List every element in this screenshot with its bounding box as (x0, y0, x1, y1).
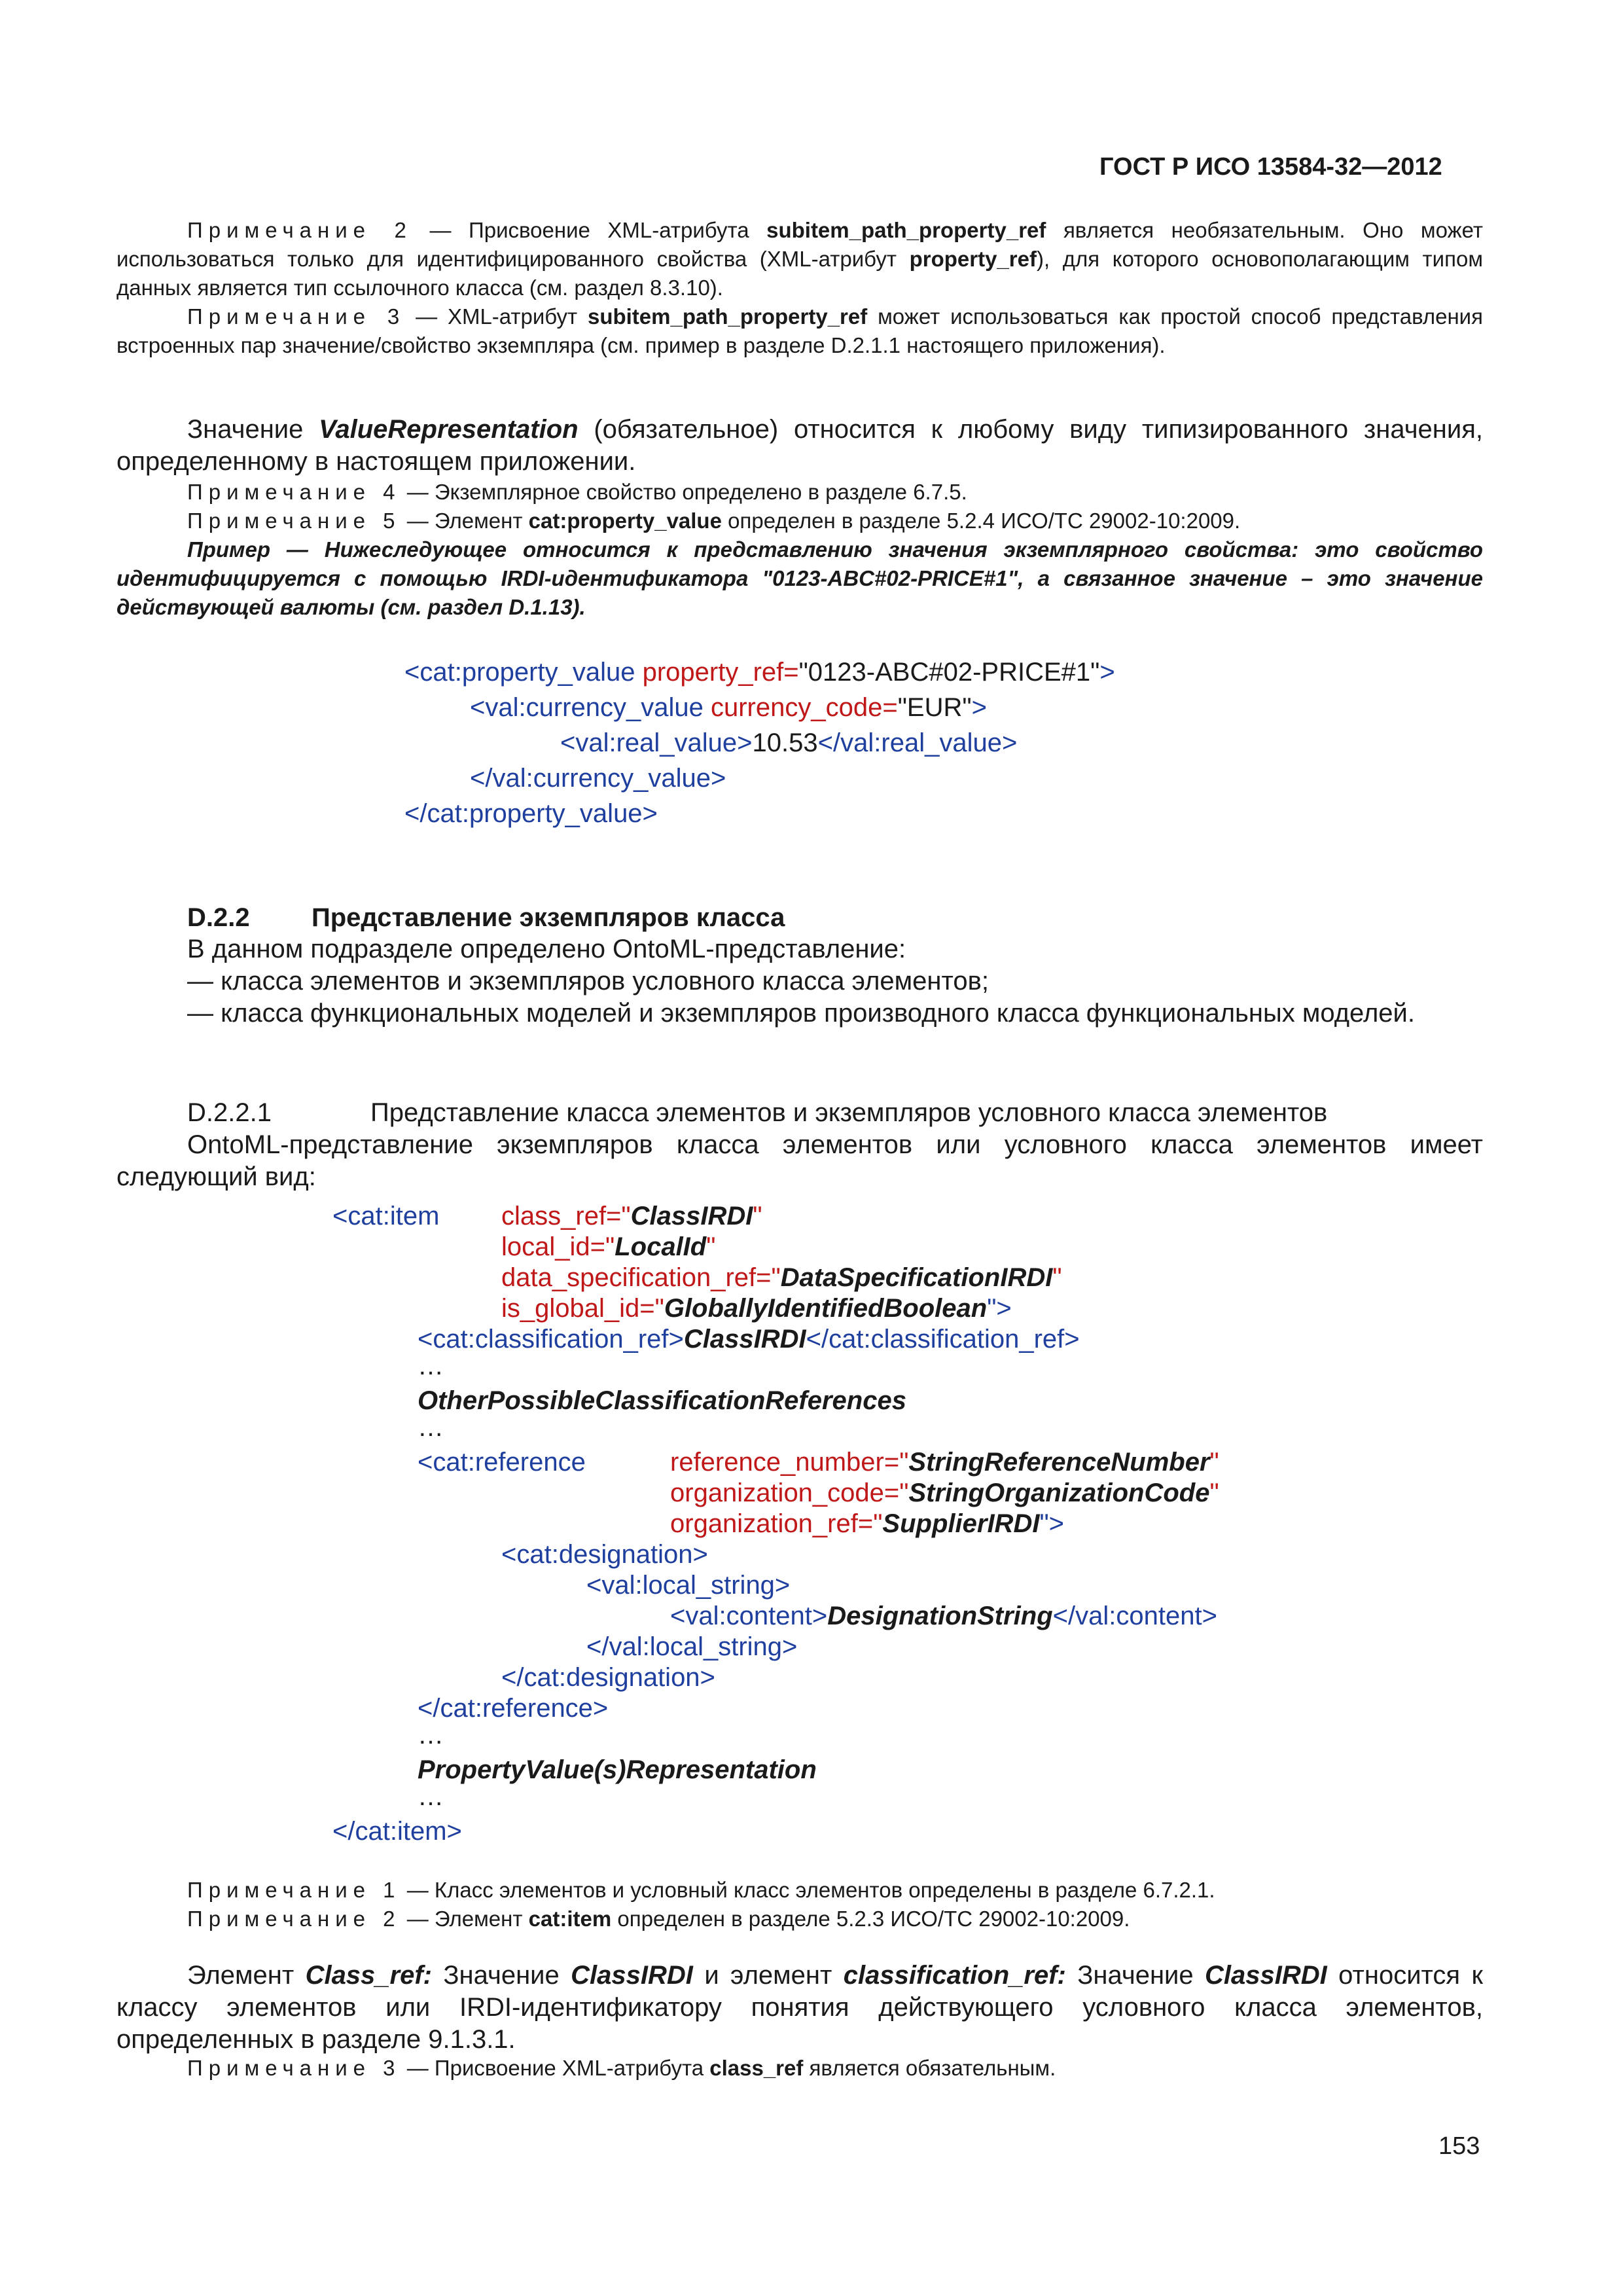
code-line: organization_code="StringOrganizationCode" (670, 1479, 1219, 1507)
note-label: Примечание 3 (187, 304, 406, 329)
code-line: </val:local_string> (586, 1632, 798, 1661)
code-line: <cat:item (332, 1202, 440, 1230)
note-2-bottom: Примечание 2 — Элемент cat:item определен в разделе 5.2.3 ИСО/ТС 29002-10:2009. (187, 1907, 1130, 1931)
code-line: is_global_id="GloballyIdentifiedBoolean"> (501, 1294, 1012, 1323)
code-line: <cat:designation> (501, 1540, 708, 1569)
code-line: organization_ref="SupplierIRDI"> (670, 1509, 1065, 1538)
code-line: reference_number="StringReferenceNumber" (670, 1448, 1219, 1477)
code-line: OtherPossibleClassificationReferences (418, 1386, 906, 1415)
code-ellipsis: … (418, 1352, 444, 1380)
paragraph-value-representation: Значение ValueRepresentation (обязательное) относится к любому виду типизированного значения, определенному в настоящем приложении. (116, 415, 1483, 476)
code-line: PropertyValue(s)Representation (418, 1755, 817, 1784)
code-line: data_specification_ref="DataSpecificationIRDI" (501, 1263, 1062, 1292)
code-line: class_ref="ClassIRDI" (501, 1202, 762, 1230)
note-5: Примечание 5 — Элемент cat:property_value определен в разделе 5.2.4 ИСО/ТС 29002-10:2009. (187, 509, 1241, 533)
list-item: — класса элементов и экземпляров условного класса элементов; (187, 967, 989, 996)
code-line: </cat:property_value> (404, 799, 658, 828)
note-3-bottom: Примечание 3 — Присвоение XML-атрибута class_ref является обязательным. (187, 2056, 1056, 2080)
section-intro: В данном подразделе определено OntoML-представление: (187, 935, 906, 963)
note-4: Примечание 4 — Экземплярное свойство определено в разделе 6.7.5. (187, 480, 967, 504)
subsection-title: Представление класса элементов и экземпляров условного класса элементов (370, 1098, 1328, 1127)
document-header: ГОСТ Р ИСО 13584-32—2012 (1099, 153, 1442, 181)
note-1-bottom: Примечание 1 — Класс элементов и условный класс элементов определены в разделе 6.7.2.1. (187, 1878, 1215, 1902)
code-line: <cat:reference (418, 1448, 586, 1477)
code-line: local_id="LocalId" (501, 1232, 716, 1261)
code-line: <val:content>DesignationString</val:content> (670, 1602, 1217, 1630)
section-number: D.2.2 (187, 903, 250, 932)
code-line: <val:real_value>10.53</val:real_value> (560, 728, 1018, 757)
code-line: </val:currency_value> (470, 764, 726, 793)
paragraph-class-ref: Элемент Class_ref: Значение ClassIRDI и элемент classification_ref: Значение ClassIRDI относится к классу элементов или IRDI-идентификатору понятия действующего условного класса элементов, определенных в разделе 9.1.3.1. (116, 1961, 1483, 2054)
subsection-number: D.2.2.1 (187, 1098, 272, 1127)
note-label: Примечание 2 (187, 218, 412, 242)
code-line: </cat:item> (332, 1817, 462, 1846)
subsection-intro: OntoML-представление экземпляров класса элементов или условного класса элементов имеет следующий вид: (116, 1130, 1483, 1191)
code-line: <cat:property_value property_ref="0123-ABC#02-PRICE#1"> (404, 658, 1115, 687)
list-item: — класса функциональных моделей и экземпляров производного класса функциональных моделей. (187, 999, 1415, 1028)
code-ellipsis: … (418, 1721, 444, 1749)
note-3-top: Примечание 3 — XML-атрибут subitem_path_property_ref может использоваться как простой способ представления встроенных пар значение/свойство экземпляра (см. пример в разделе D.2.1.1 настоящего приложения). (116, 304, 1483, 357)
code-line: </cat:reference> (418, 1694, 609, 1723)
code-line: <val:local_string> (586, 1571, 791, 1600)
code-ellipsis: … (418, 1782, 444, 1811)
example-paragraph: Пример — Нижеследующее относится к представлению значения экземплярного свойства: это свойство идентифицируется с помощью IRDI-идентификатора "0123-ABC#02-PRICE#1", а связанное значение – это значение действующей валюты (см. раздел D.1.13). (116, 537, 1483, 619)
code-ellipsis: … (418, 1413, 444, 1442)
page-number: 153 (1438, 2132, 1480, 2160)
note-2-top: Примечание 2 — Присвоение XML-атрибута subitem_path_property_ref является необязательным. Оно может использоваться только для идентифицированного свойства (XML-атрибут property_ref), для которого основополагающим типом данных является тип ссылочного класса (см. раздел 8.3.10). (116, 218, 1484, 300)
code-line: <cat:classification_ref>ClassIRDI</cat:classification_ref> (418, 1325, 1080, 1354)
code-line: </cat:designation> (501, 1663, 715, 1692)
code-line: <val:currency_value currency_code="EUR"> (470, 693, 987, 722)
section-title: Представление экземпляров класса (312, 903, 785, 932)
